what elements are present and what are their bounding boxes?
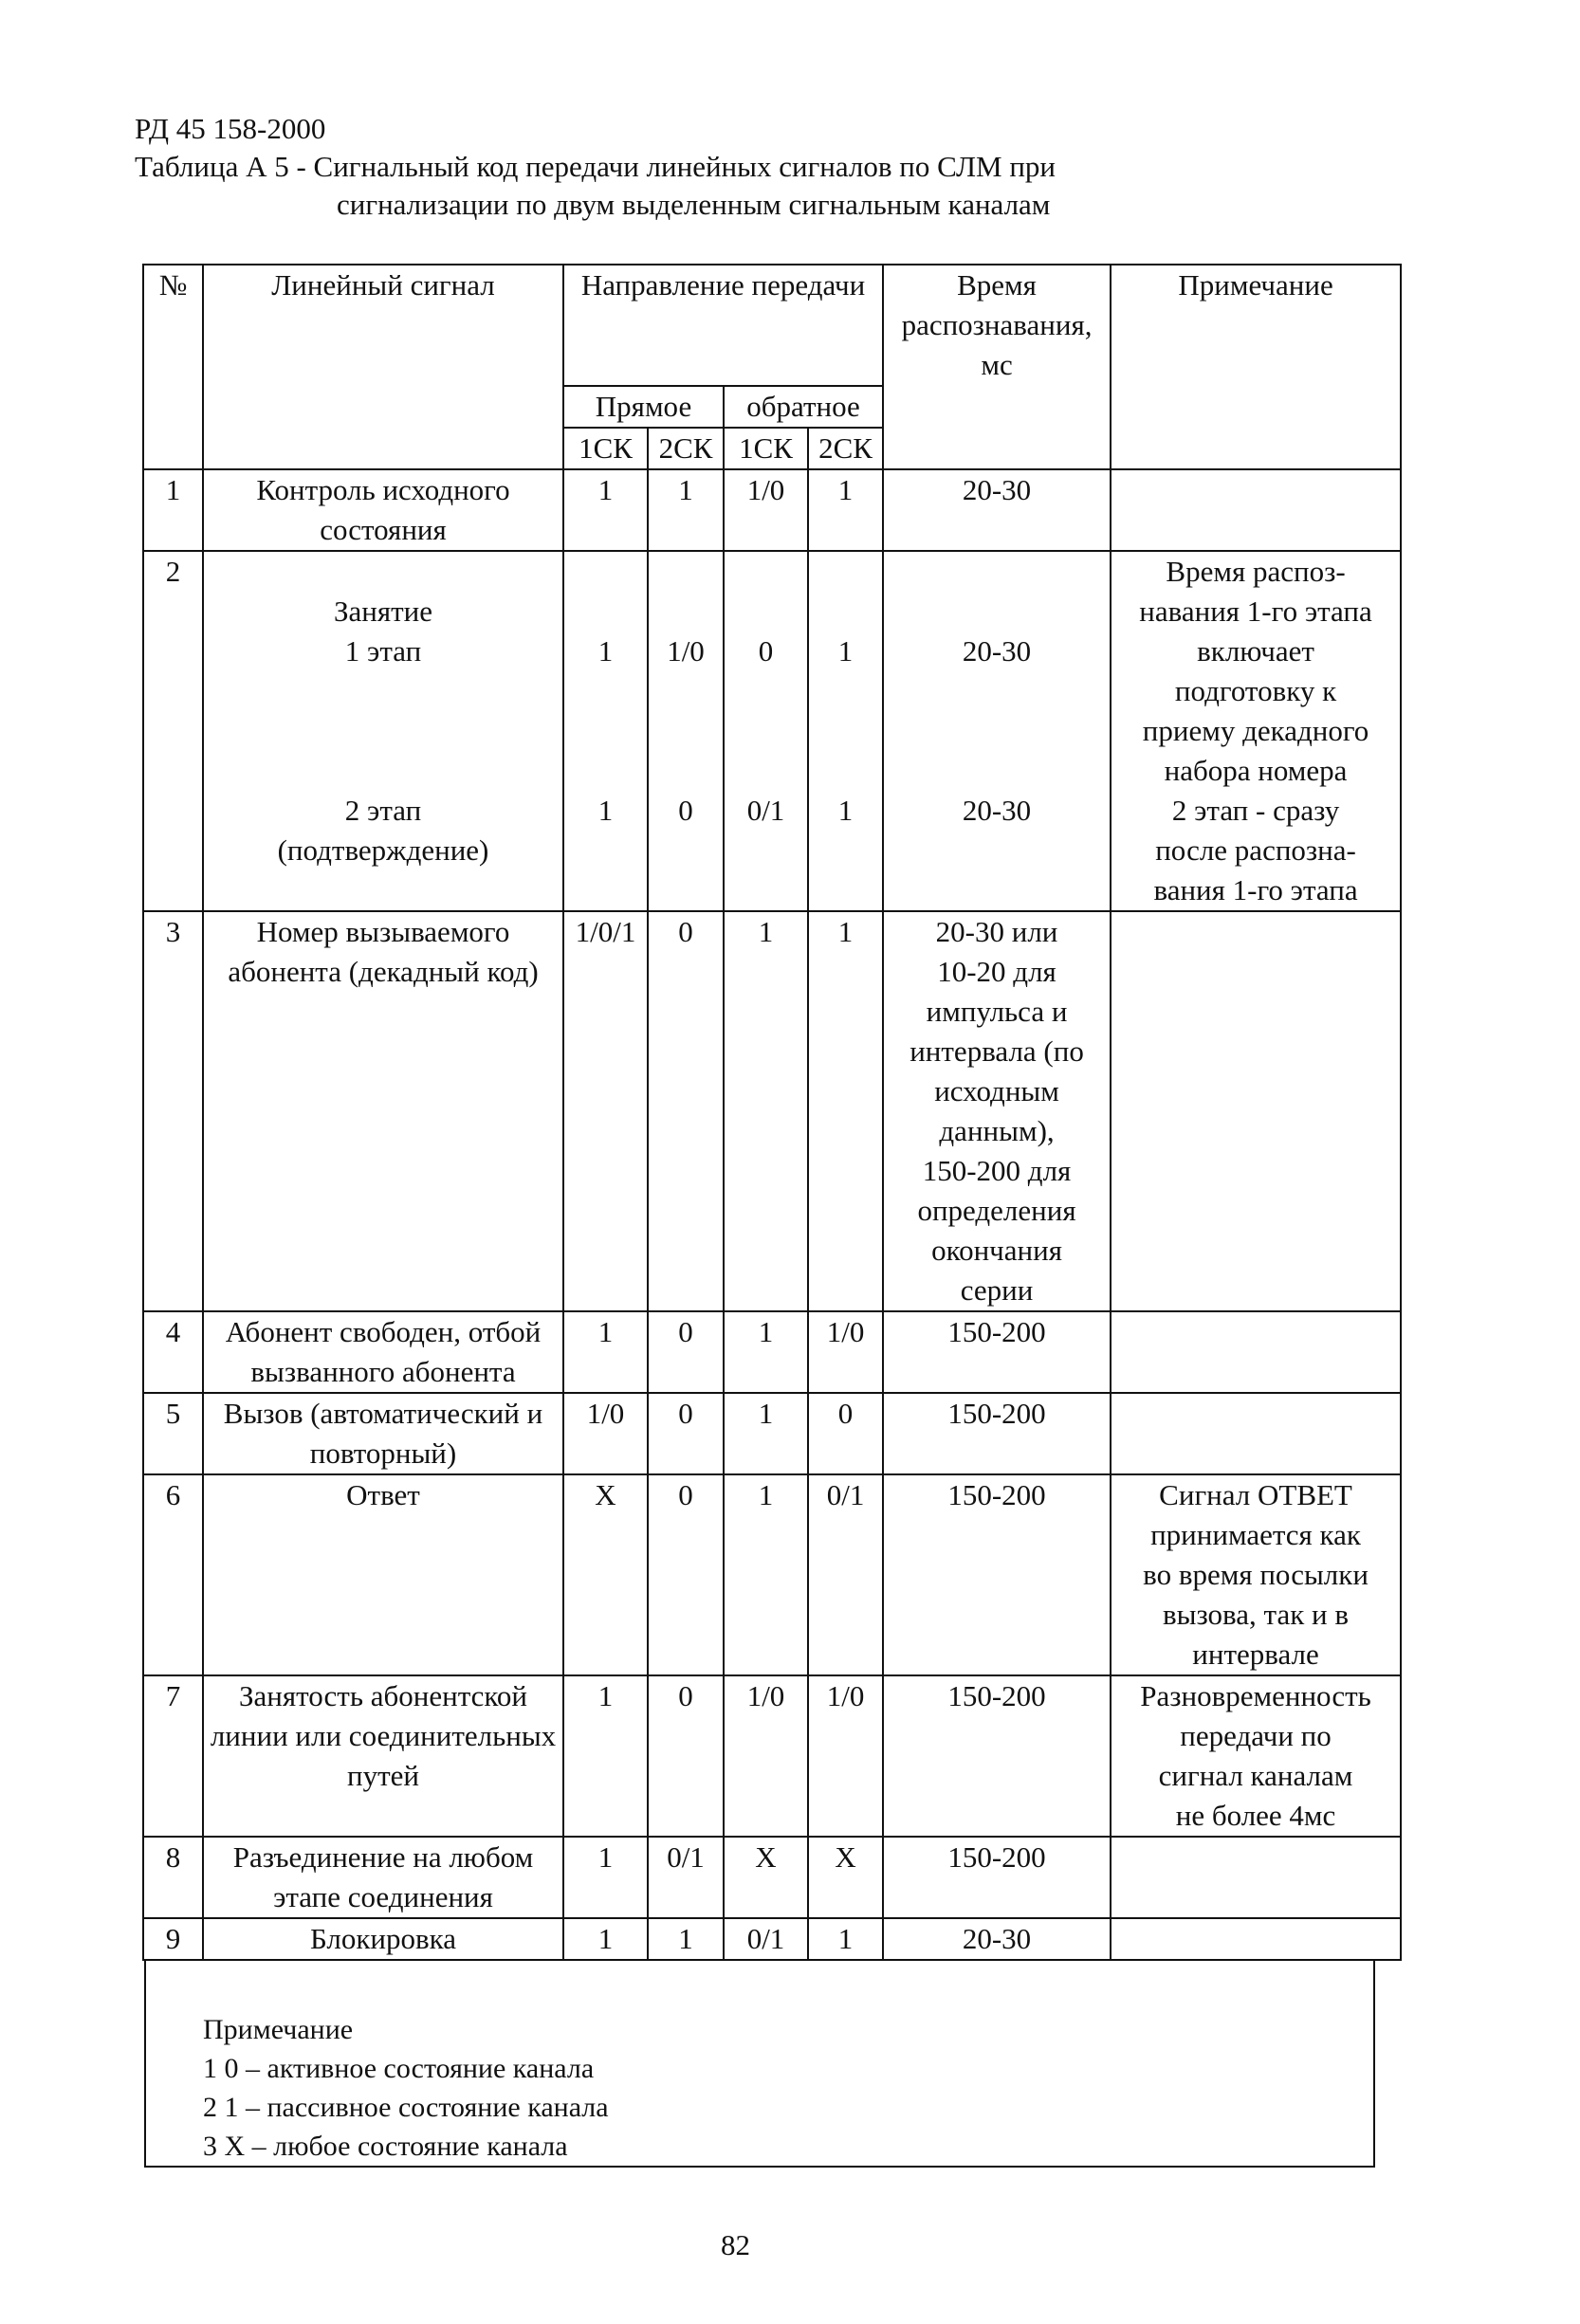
row-forward-ch1: 1 bbox=[563, 1311, 648, 1393]
stage2-value: 0 bbox=[678, 794, 693, 827]
row-num: 1 bbox=[143, 469, 203, 551]
stage1-value: 1/0 bbox=[667, 634, 705, 668]
header-forward-ch1: 1СК bbox=[563, 428, 648, 469]
stage2-value: 1 bbox=[597, 794, 614, 827]
stage2-sublabel: (подтверждение) bbox=[277, 833, 489, 867]
note-line: вания 1-го этапа bbox=[1153, 873, 1358, 906]
header-signal: Линейный сигнал bbox=[203, 265, 563, 469]
stage2-value: 1 bbox=[837, 794, 854, 827]
row-backward-ch1: Х bbox=[724, 1837, 808, 1918]
time-line: импульса и bbox=[926, 995, 1068, 1028]
row-note bbox=[1111, 1474, 1401, 1675]
row-backward-ch2: 0 bbox=[808, 1393, 883, 1474]
row-backward-ch1: 1/0 bbox=[724, 469, 808, 551]
row-forward-ch1: 1 bbox=[563, 1675, 648, 1837]
row-forward-ch2: 0 bbox=[648, 1311, 724, 1393]
header-backward-ch2: 2СК bbox=[808, 428, 883, 469]
row-signal: Контроль исходного состояния bbox=[203, 469, 563, 551]
header-num: № bbox=[143, 265, 203, 469]
header-backward: обратное bbox=[724, 386, 883, 428]
header-forward: Прямое bbox=[563, 386, 724, 428]
row-num: 4 bbox=[143, 1311, 203, 1393]
table-row bbox=[143, 1311, 1401, 1393]
row-num: 6 bbox=[143, 1474, 203, 1675]
row-forward-ch2: 0 bbox=[648, 1393, 724, 1474]
row-forward-ch2: 1 bbox=[648, 469, 724, 551]
table-row bbox=[143, 1918, 1401, 1960]
table-row bbox=[143, 1474, 1401, 1675]
row-note bbox=[1111, 1393, 1401, 1474]
row-backward-ch2: 0/1 bbox=[808, 1474, 883, 1675]
row-forward-ch2: 0 bbox=[648, 1474, 724, 1675]
row-backward-ch1: 0/1 bbox=[724, 1918, 808, 1960]
row-signal: Ответ bbox=[203, 1474, 563, 1675]
row-note bbox=[1111, 1918, 1401, 1960]
stage2-time: 20-30 bbox=[962, 794, 1032, 827]
row-backward-ch2: 1 bbox=[808, 911, 883, 1311]
signal-code-table bbox=[142, 264, 1402, 1961]
table-row bbox=[143, 1675, 1401, 1837]
header-row bbox=[143, 265, 1401, 386]
row-signal: Номер вызываемого абонента (декадный код) bbox=[203, 911, 563, 1311]
note-line: во время посылки bbox=[1143, 1558, 1369, 1591]
table-row bbox=[143, 911, 1401, 1311]
row-forward-ch2: 0/1 bbox=[648, 1837, 724, 1918]
row-backward-ch2: Х bbox=[808, 1837, 883, 1918]
row-backward-ch2: 1 bbox=[808, 469, 883, 551]
row-num: 3 bbox=[143, 911, 203, 1311]
note-line: подготовку к bbox=[1174, 674, 1337, 707]
header-time: Время распознавания, мс bbox=[883, 265, 1111, 469]
table-row bbox=[143, 1837, 1401, 1918]
row-forward-ch2: 0 bbox=[648, 1675, 724, 1837]
note-line: Время распоз- bbox=[1166, 555, 1346, 588]
row-num: 7 bbox=[143, 1675, 203, 1837]
row-num: 8 bbox=[143, 1837, 203, 1918]
note-line: передачи по bbox=[1180, 1719, 1332, 1752]
note-line: интервале bbox=[1192, 1638, 1319, 1671]
row-backward-ch2: 1 bbox=[808, 1918, 883, 1960]
note-item: 3 Х – любое состояние канала bbox=[203, 2131, 568, 2162]
page-number: 82 bbox=[721, 2228, 750, 2261]
row-time: 150-200 bbox=[883, 1311, 1111, 1393]
row-time: 20-30 bbox=[883, 1918, 1111, 1960]
row-backward-ch1: 1 bbox=[724, 1474, 808, 1675]
table-row bbox=[143, 1393, 1401, 1474]
time-line: исходным bbox=[934, 1074, 1059, 1107]
row-backward-ch1: 1/0 bbox=[724, 1675, 808, 1837]
note-item: 1 0 – активное состояние канала bbox=[203, 2053, 595, 2084]
row-signal: Блокировка bbox=[203, 1918, 563, 1960]
time-line: 150-200 для bbox=[922, 1154, 1072, 1187]
time-line: данным), bbox=[939, 1114, 1055, 1147]
row-signal: Абонент свободен, отбой вызванного абонента bbox=[203, 1311, 563, 1393]
row-time: 20-30 bbox=[883, 469, 1111, 551]
header-direction: Направление передачи bbox=[563, 265, 883, 386]
row-backward-ch2: 1/0 bbox=[808, 1675, 883, 1837]
row-forward-ch1 bbox=[563, 551, 648, 911]
stage2-value: 0/1 bbox=[746, 794, 785, 827]
time-line: серии bbox=[960, 1273, 1034, 1307]
header-note: Примечание bbox=[1111, 265, 1401, 469]
row-note bbox=[1111, 1311, 1401, 1393]
row-time: 150-200 bbox=[883, 1675, 1111, 1837]
row-time: 150-200 bbox=[883, 1393, 1111, 1474]
row-signal: Занятость абонентской линии или соединительных путей bbox=[203, 1675, 563, 1837]
stage1-value: 1 bbox=[837, 634, 854, 668]
note-line: принимается как bbox=[1150, 1518, 1361, 1551]
note-line: вызова, так и в bbox=[1163, 1598, 1350, 1631]
row-backward-ch1 bbox=[724, 551, 808, 911]
row-signal bbox=[203, 551, 563, 911]
row-forward-ch1: 1/0 bbox=[563, 1393, 648, 1474]
header-backward-ch1: 1СК bbox=[724, 428, 808, 469]
time-line: 20-30 или bbox=[935, 915, 1058, 948]
row-note bbox=[1111, 551, 1401, 911]
row-forward-ch2 bbox=[648, 551, 724, 911]
row-note bbox=[1111, 1837, 1401, 1918]
row-forward-ch1: 1 bbox=[563, 469, 648, 551]
time-line: интервала (по bbox=[909, 1034, 1084, 1068]
row-time bbox=[883, 911, 1111, 1311]
stage1-value: 1 bbox=[597, 634, 614, 668]
note-line: после распозна- bbox=[1155, 833, 1356, 867]
note-line: сигнал каналам bbox=[1158, 1759, 1353, 1792]
row-time: 150-200 bbox=[883, 1474, 1111, 1675]
row-num: 9 bbox=[143, 1918, 203, 1960]
stage1-label: 1 этап bbox=[344, 634, 422, 668]
time-line: 10-20 для bbox=[937, 955, 1056, 988]
note-line: Разновременность bbox=[1140, 1679, 1371, 1712]
notes-box bbox=[144, 1959, 1375, 2168]
row-backward-ch1: 1 bbox=[724, 911, 808, 1311]
row-time: 150-200 bbox=[883, 1837, 1111, 1918]
note-line: Сигнал ОТВЕТ bbox=[1159, 1478, 1352, 1511]
table-subtitle: сигнализации по двум выделенным сигнальным каналам bbox=[337, 188, 1051, 221]
row-time bbox=[883, 551, 1111, 911]
row-num: 5 bbox=[143, 1393, 203, 1474]
row-signal: Вызов (автоматический и повторный) bbox=[203, 1393, 563, 1474]
header-forward-ch2: 2СК bbox=[648, 428, 724, 469]
notes-title: Примечание bbox=[203, 2014, 354, 2045]
table-title: Таблица А 5 - Сигнальный код передачи линейных сигналов по СЛМ при bbox=[135, 150, 1056, 183]
stage1-value: 0 bbox=[758, 634, 774, 668]
table-row bbox=[143, 469, 1401, 551]
row-backward-ch2 bbox=[808, 551, 883, 911]
row-forward-ch1: 1 bbox=[563, 1918, 648, 1960]
row-backward-ch2: 1/0 bbox=[808, 1311, 883, 1393]
note-line: включает bbox=[1197, 634, 1314, 668]
row-forward-ch1: Х bbox=[563, 1474, 648, 1675]
occupation-label: Занятие bbox=[333, 595, 433, 628]
note-line: приему декадного bbox=[1142, 714, 1369, 747]
document-id: РД 45 158-2000 bbox=[135, 112, 326, 145]
row-backward-ch1: 1 bbox=[724, 1311, 808, 1393]
time-line: определения bbox=[917, 1194, 1076, 1227]
time-line: окончания bbox=[931, 1234, 1062, 1267]
row-note bbox=[1111, 911, 1401, 1311]
row-forward-ch2: 0 bbox=[648, 911, 724, 1311]
note-line: не более 4мс bbox=[1175, 1799, 1336, 1832]
row-forward-ch1: 1/0/1 bbox=[563, 911, 648, 1311]
table-row bbox=[143, 551, 1401, 911]
stage2-label: 2 этап bbox=[344, 794, 422, 827]
note-item: 2 1 – пассивное состояние канала bbox=[203, 2092, 609, 2123]
row-num: 2 bbox=[143, 551, 203, 911]
note-line: набора номера bbox=[1164, 754, 1348, 787]
row-note bbox=[1111, 1675, 1401, 1837]
note-line: 2 этап - сразу bbox=[1171, 794, 1340, 827]
note-line: навания 1-го этапа bbox=[1139, 595, 1372, 628]
row-forward-ch2: 1 bbox=[648, 1918, 724, 1960]
row-backward-ch1: 1 bbox=[724, 1393, 808, 1474]
row-forward-ch1: 1 bbox=[563, 1837, 648, 1918]
stage1-time: 20-30 bbox=[962, 634, 1032, 668]
row-note bbox=[1111, 469, 1401, 551]
row-signal: Разъединение на любом этапе соединения bbox=[203, 1837, 563, 1918]
